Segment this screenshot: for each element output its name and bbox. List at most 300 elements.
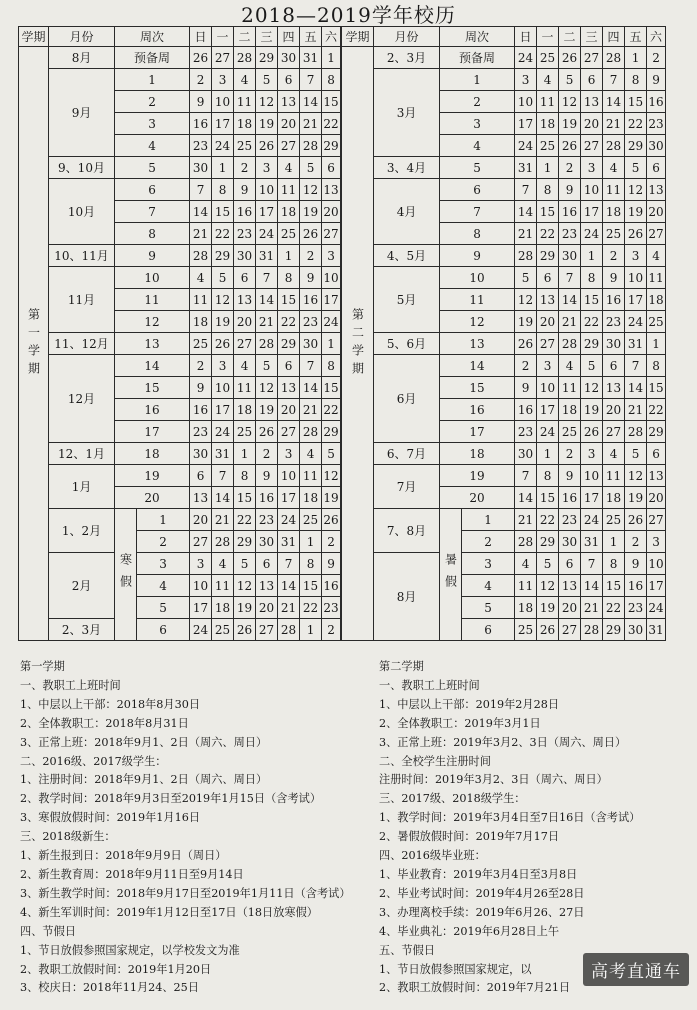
day-cell: 18	[647, 289, 666, 311]
week-cell: 4	[137, 575, 190, 597]
day-cell: 4	[234, 69, 256, 91]
week-row	[19, 69, 341, 91]
day-cell: 6	[559, 553, 581, 575]
day-cell: 29	[322, 421, 341, 443]
day-cell: 24	[625, 311, 647, 333]
day-cell: 20	[278, 399, 300, 421]
day-cell: 11	[603, 465, 625, 487]
day-cell: 1	[322, 333, 341, 355]
day-cell: 28	[603, 135, 625, 157]
week-row	[19, 47, 341, 69]
day-cell: 13	[581, 91, 603, 113]
day-cell: 10	[256, 179, 278, 201]
day-cell: 19	[559, 113, 581, 135]
day-cell: 22	[300, 597, 322, 619]
day-cell: 15	[647, 377, 666, 399]
day-cell: 19	[537, 597, 559, 619]
note-line: 一、教职工上班时间	[379, 678, 480, 692]
day-cell: 20	[647, 487, 666, 509]
day-cell: 23	[515, 421, 537, 443]
vacation-label: 暑假	[440, 509, 462, 641]
day-cell: 17	[278, 487, 300, 509]
day-cell: 20	[537, 311, 559, 333]
day-cell: 2	[190, 69, 212, 91]
day-cell: 7	[300, 69, 322, 91]
day-cell: 5	[300, 157, 322, 179]
day-cell: 31	[256, 245, 278, 267]
day-cell: 20	[647, 201, 666, 223]
day-cell: 24	[581, 509, 603, 531]
note-line: 3、正常上班：2019年3月2、3日（周六、周日）	[379, 735, 627, 749]
day-cell: 23	[190, 135, 212, 157]
day-cell: 6	[647, 157, 666, 179]
note-line: 4、新生军训时间：2019年1月12日至17日（18日放寒假）	[20, 905, 318, 919]
day-cell: 17	[190, 597, 212, 619]
header-cell: 四	[603, 27, 625, 47]
week-cell: 5	[137, 597, 190, 619]
day-cell: 19	[322, 487, 341, 509]
note-line: 1、毕业教育：2019年3月4日至3月8日	[379, 867, 578, 881]
day-cell: 5	[537, 553, 559, 575]
note-line: 3、新生教学时间：2018年9月17日至2019年1月11日（含考试）	[20, 886, 351, 900]
day-cell: 12	[625, 465, 647, 487]
day-cell: 20	[581, 113, 603, 135]
day-cell: 6	[234, 267, 256, 289]
day-cell: 1	[234, 443, 256, 465]
day-cell: 26	[256, 135, 278, 157]
day-cell: 22	[625, 113, 647, 135]
month-cell: 8月	[49, 47, 115, 69]
day-cell: 12	[581, 377, 603, 399]
week-row	[19, 179, 341, 201]
day-cell: 4	[234, 355, 256, 377]
vacation-week-row	[342, 509, 666, 531]
day-cell: 1	[278, 245, 300, 267]
week-row	[19, 443, 341, 465]
day-cell: 11	[537, 91, 559, 113]
note-line: 2、全体教职工：2018年8月31日	[20, 716, 189, 730]
day-cell: 21	[515, 509, 537, 531]
day-cell: 30	[190, 157, 212, 179]
day-cell: 27	[278, 135, 300, 157]
week-cell: 3	[462, 553, 515, 575]
header-row	[19, 27, 341, 47]
day-cell: 21	[256, 311, 278, 333]
day-cell: 26	[625, 223, 647, 245]
day-cell: 2	[559, 157, 581, 179]
day-cell: 8	[537, 465, 559, 487]
day-cell: 29	[212, 245, 234, 267]
day-cell: 14	[300, 91, 322, 113]
day-cell: 29	[234, 531, 256, 553]
week-row	[19, 245, 341, 267]
week-row	[342, 47, 666, 69]
day-cell: 14	[603, 91, 625, 113]
week-row	[342, 157, 666, 179]
day-cell: 1	[625, 47, 647, 69]
week-cell: 18	[440, 443, 515, 465]
week-cell: 3	[137, 553, 190, 575]
day-cell: 19	[300, 201, 322, 223]
day-cell: 13	[322, 179, 341, 201]
day-cell: 22	[212, 223, 234, 245]
month-cell: 2、3月	[374, 47, 440, 69]
day-cell: 30	[278, 47, 300, 69]
week-cell: 17	[440, 421, 515, 443]
day-cell: 25	[603, 223, 625, 245]
day-cell: 21	[278, 597, 300, 619]
note-line: 1、节日放假参照国家规定，以学校发文为准	[20, 943, 240, 957]
header-cell: 日	[515, 27, 537, 47]
day-cell: 21	[300, 399, 322, 421]
day-cell: 25	[212, 619, 234, 641]
day-cell: 29	[625, 135, 647, 157]
day-cell: 27	[647, 223, 666, 245]
week-cell: 10	[115, 267, 190, 289]
week-cell: 7	[440, 201, 515, 223]
week-cell: 19	[440, 465, 515, 487]
day-cell: 16	[322, 575, 341, 597]
day-cell: 30	[647, 135, 666, 157]
day-cell: 26	[537, 619, 559, 641]
day-cell: 18	[234, 113, 256, 135]
day-cell: 14	[515, 487, 537, 509]
week-cell: 14	[440, 355, 515, 377]
day-cell: 26	[581, 421, 603, 443]
day-cell: 14	[256, 289, 278, 311]
day-cell: 9	[647, 69, 666, 91]
day-cell: 21	[190, 223, 212, 245]
day-cell: 18	[537, 113, 559, 135]
header-cell: 日	[190, 27, 212, 47]
day-cell: 27	[603, 421, 625, 443]
day-cell: 6	[256, 553, 278, 575]
day-cell: 6	[647, 443, 666, 465]
semester-label: 第一学期	[19, 47, 49, 641]
day-cell: 27	[190, 531, 212, 553]
day-cell: 24	[212, 421, 234, 443]
day-cell: 3	[581, 157, 603, 179]
week-cell: 5	[462, 597, 515, 619]
header-cell: 一	[212, 27, 234, 47]
week-cell: 20	[440, 487, 515, 509]
week-cell: 13	[115, 333, 190, 355]
week-row	[342, 355, 666, 377]
day-cell: 5	[625, 157, 647, 179]
day-cell: 1	[537, 443, 559, 465]
day-cell: 7	[603, 69, 625, 91]
week-cell: 7	[115, 201, 190, 223]
header-cell: 月份	[374, 27, 440, 47]
day-cell: 10	[322, 267, 341, 289]
day-cell: 13	[603, 377, 625, 399]
day-cell: 4	[190, 267, 212, 289]
week-row	[342, 69, 666, 91]
day-cell: 9	[190, 377, 212, 399]
day-cell: 4	[515, 553, 537, 575]
day-cell: 7	[581, 553, 603, 575]
note-line: 1、注册时间：2018年9月1、2日（周六、周日）	[20, 773, 268, 787]
day-cell: 12	[234, 575, 256, 597]
note-line: 1、节日放假参照国家规定，以	[379, 962, 532, 976]
day-cell: 21	[515, 223, 537, 245]
week-row	[342, 179, 666, 201]
day-cell: 31	[515, 157, 537, 179]
day-cell: 12	[300, 179, 322, 201]
day-cell: 15	[234, 487, 256, 509]
day-cell: 11	[234, 91, 256, 113]
day-cell: 15	[537, 487, 559, 509]
day-cell: 26	[625, 509, 647, 531]
week-cell: 19	[115, 465, 190, 487]
day-cell: 28	[625, 421, 647, 443]
day-cell: 1	[537, 157, 559, 179]
week-cell: 8	[440, 223, 515, 245]
vacation-label: 寒假	[115, 509, 137, 641]
header-cell: 二	[234, 27, 256, 47]
day-cell: 24	[322, 311, 341, 333]
week-cell: 4	[462, 575, 515, 597]
day-cell: 11	[603, 179, 625, 201]
day-cell: 13	[278, 91, 300, 113]
week-cell: 17	[115, 421, 190, 443]
day-cell: 7	[256, 267, 278, 289]
day-cell: 13	[647, 465, 666, 487]
month-cell: 11月	[49, 267, 115, 333]
day-cell: 7	[300, 355, 322, 377]
note-line: 二、全校学生注册时间	[379, 754, 491, 768]
week-cell: 8	[115, 223, 190, 245]
week-cell: 20	[115, 487, 190, 509]
day-cell: 9	[256, 465, 278, 487]
month-cell: 5、6月	[374, 333, 440, 355]
day-cell: 16	[256, 487, 278, 509]
day-cell: 20	[190, 509, 212, 531]
day-cell: 1	[300, 531, 322, 553]
day-cell: 24	[581, 223, 603, 245]
day-cell: 14	[278, 575, 300, 597]
week-cell: 4	[115, 135, 190, 157]
vacation-week-row	[19, 509, 341, 531]
day-cell: 27	[212, 47, 234, 69]
day-cell: 22	[647, 399, 666, 421]
day-cell: 22	[603, 597, 625, 619]
day-cell: 1	[647, 333, 666, 355]
day-cell: 7	[515, 179, 537, 201]
day-cell: 23	[256, 509, 278, 531]
day-cell: 6	[278, 69, 300, 91]
day-cell: 22	[537, 223, 559, 245]
day-cell: 19	[515, 311, 537, 333]
day-cell: 22	[537, 509, 559, 531]
day-cell: 13	[647, 179, 666, 201]
day-cell: 3	[581, 443, 603, 465]
day-cell: 24	[537, 421, 559, 443]
day-cell: 30	[559, 531, 581, 553]
header-row	[342, 27, 666, 47]
month-cell: 3、4月	[374, 157, 440, 179]
day-cell: 19	[234, 597, 256, 619]
day-cell: 14	[212, 487, 234, 509]
day-cell: 28	[515, 531, 537, 553]
day-cell: 27	[256, 619, 278, 641]
day-cell: 21	[581, 597, 603, 619]
day-cell: 27	[559, 619, 581, 641]
day-cell: 9	[559, 179, 581, 201]
day-cell: 11	[647, 267, 666, 289]
day-cell: 29	[537, 245, 559, 267]
note-line: 2、全体教职工：2019年3月1日	[379, 716, 541, 730]
header-cell: 四	[278, 27, 300, 47]
day-cell: 6	[603, 355, 625, 377]
day-cell: 26	[515, 333, 537, 355]
day-cell: 2	[234, 157, 256, 179]
note-line: 3、寒假放假时间：2019年1月16日	[20, 811, 201, 825]
day-cell: 16	[190, 113, 212, 135]
day-cell: 9	[559, 465, 581, 487]
note-line: 3、正常上班：2018年9月1、2日（周六、周日）	[20, 735, 268, 749]
week-cell: 12	[115, 311, 190, 333]
day-cell: 8	[234, 465, 256, 487]
day-cell: 8	[278, 267, 300, 289]
day-cell: 11	[300, 465, 322, 487]
month-cell: 10、11月	[49, 245, 115, 267]
month-cell: 12月	[49, 355, 115, 443]
day-cell: 16	[559, 487, 581, 509]
week-row	[342, 333, 666, 355]
day-cell: 4	[537, 69, 559, 91]
day-cell: 18	[212, 597, 234, 619]
header-cell: 周次	[440, 27, 515, 47]
day-cell: 28	[515, 245, 537, 267]
day-cell: 17	[322, 289, 341, 311]
week-row	[342, 465, 666, 487]
day-cell: 21	[559, 311, 581, 333]
day-cell: 25	[234, 421, 256, 443]
day-cell: 3	[647, 531, 666, 553]
day-cell: 5	[515, 267, 537, 289]
day-cell: 25	[278, 223, 300, 245]
week-cell: 3	[440, 113, 515, 135]
month-cell: 6、7月	[374, 443, 440, 465]
header-cell: 六	[647, 27, 666, 47]
month-cell: 7、8月	[374, 509, 440, 553]
note-line: 1、中层以上干部：2019年2月28日	[379, 697, 560, 711]
day-cell: 23	[190, 421, 212, 443]
week-row	[19, 465, 341, 487]
day-cell: 29	[603, 619, 625, 641]
day-cell: 14	[559, 289, 581, 311]
day-cell: 25	[647, 311, 666, 333]
day-cell: 4	[647, 245, 666, 267]
month-cell: 8月	[374, 553, 440, 641]
day-cell: 3	[278, 443, 300, 465]
header-cell: 二	[559, 27, 581, 47]
header-cell: 五	[625, 27, 647, 47]
day-cell: 25	[234, 135, 256, 157]
day-cell: 28	[212, 531, 234, 553]
day-cell: 12	[559, 91, 581, 113]
day-cell: 30	[234, 245, 256, 267]
week-row	[19, 333, 341, 355]
day-cell: 18	[603, 201, 625, 223]
month-cell: 2月	[49, 553, 115, 619]
day-cell: 15	[603, 575, 625, 597]
day-cell: 17	[581, 487, 603, 509]
day-cell: 12	[625, 179, 647, 201]
week-cell: 13	[440, 333, 515, 355]
day-cell: 25	[559, 421, 581, 443]
day-cell: 24	[515, 135, 537, 157]
day-cell: 18	[278, 201, 300, 223]
note-line: 1、中层以上干部：2018年8月30日	[20, 697, 201, 711]
day-cell: 23	[322, 597, 341, 619]
day-cell: 31	[278, 531, 300, 553]
semester-1-calendar	[18, 26, 341, 641]
day-cell: 5	[212, 267, 234, 289]
week-cell: 6	[137, 619, 190, 641]
week-cell: 3	[115, 113, 190, 135]
week-cell: 16	[115, 399, 190, 421]
page-title: 2018—2019学年校历	[241, 3, 456, 27]
vacation-week-row	[342, 553, 666, 575]
day-cell: 23	[647, 113, 666, 135]
day-cell: 22	[322, 113, 341, 135]
note-line: 1、教学时间：2019年3月4日至7日16日（含考试）	[379, 811, 641, 825]
day-cell: 10	[647, 553, 666, 575]
month-cell: 3月	[374, 69, 440, 157]
day-cell: 2	[256, 443, 278, 465]
day-cell: 24	[212, 135, 234, 157]
month-cell: 6月	[374, 355, 440, 443]
day-cell: 1	[603, 531, 625, 553]
week-row	[342, 267, 666, 289]
day-cell: 3	[322, 245, 341, 267]
day-cell: 27	[581, 47, 603, 69]
day-cell: 20	[603, 399, 625, 421]
week-cell: 4	[440, 135, 515, 157]
day-cell: 16	[559, 201, 581, 223]
day-cell: 13	[234, 289, 256, 311]
day-cell: 2	[647, 47, 666, 69]
day-cell: 18	[559, 399, 581, 421]
day-cell: 10	[212, 91, 234, 113]
day-cell: 2	[515, 355, 537, 377]
day-cell: 23	[603, 311, 625, 333]
day-cell: 6	[537, 267, 559, 289]
day-cell: 16	[234, 201, 256, 223]
week-cell: 10	[440, 267, 515, 289]
day-cell: 7	[190, 179, 212, 201]
note-line: 1、新生报到日：2018年9月9日（周日）	[20, 849, 227, 863]
vacation-week-row	[19, 553, 341, 575]
note-line: 2、毕业考试时间：2019年4月26至28日	[379, 886, 585, 900]
day-cell: 20	[278, 113, 300, 135]
week-row	[342, 245, 666, 267]
day-cell: 25	[190, 333, 212, 355]
day-cell: 28	[300, 135, 322, 157]
day-cell: 16	[647, 91, 666, 113]
month-cell: 11、12月	[49, 333, 115, 355]
week-cell: 12	[440, 311, 515, 333]
day-cell: 2	[190, 355, 212, 377]
day-cell: 5	[625, 443, 647, 465]
day-cell: 10	[190, 575, 212, 597]
week-row	[19, 157, 341, 179]
day-cell: 28	[278, 619, 300, 641]
note-line: 五、节假日	[379, 943, 435, 957]
day-cell: 20	[234, 311, 256, 333]
